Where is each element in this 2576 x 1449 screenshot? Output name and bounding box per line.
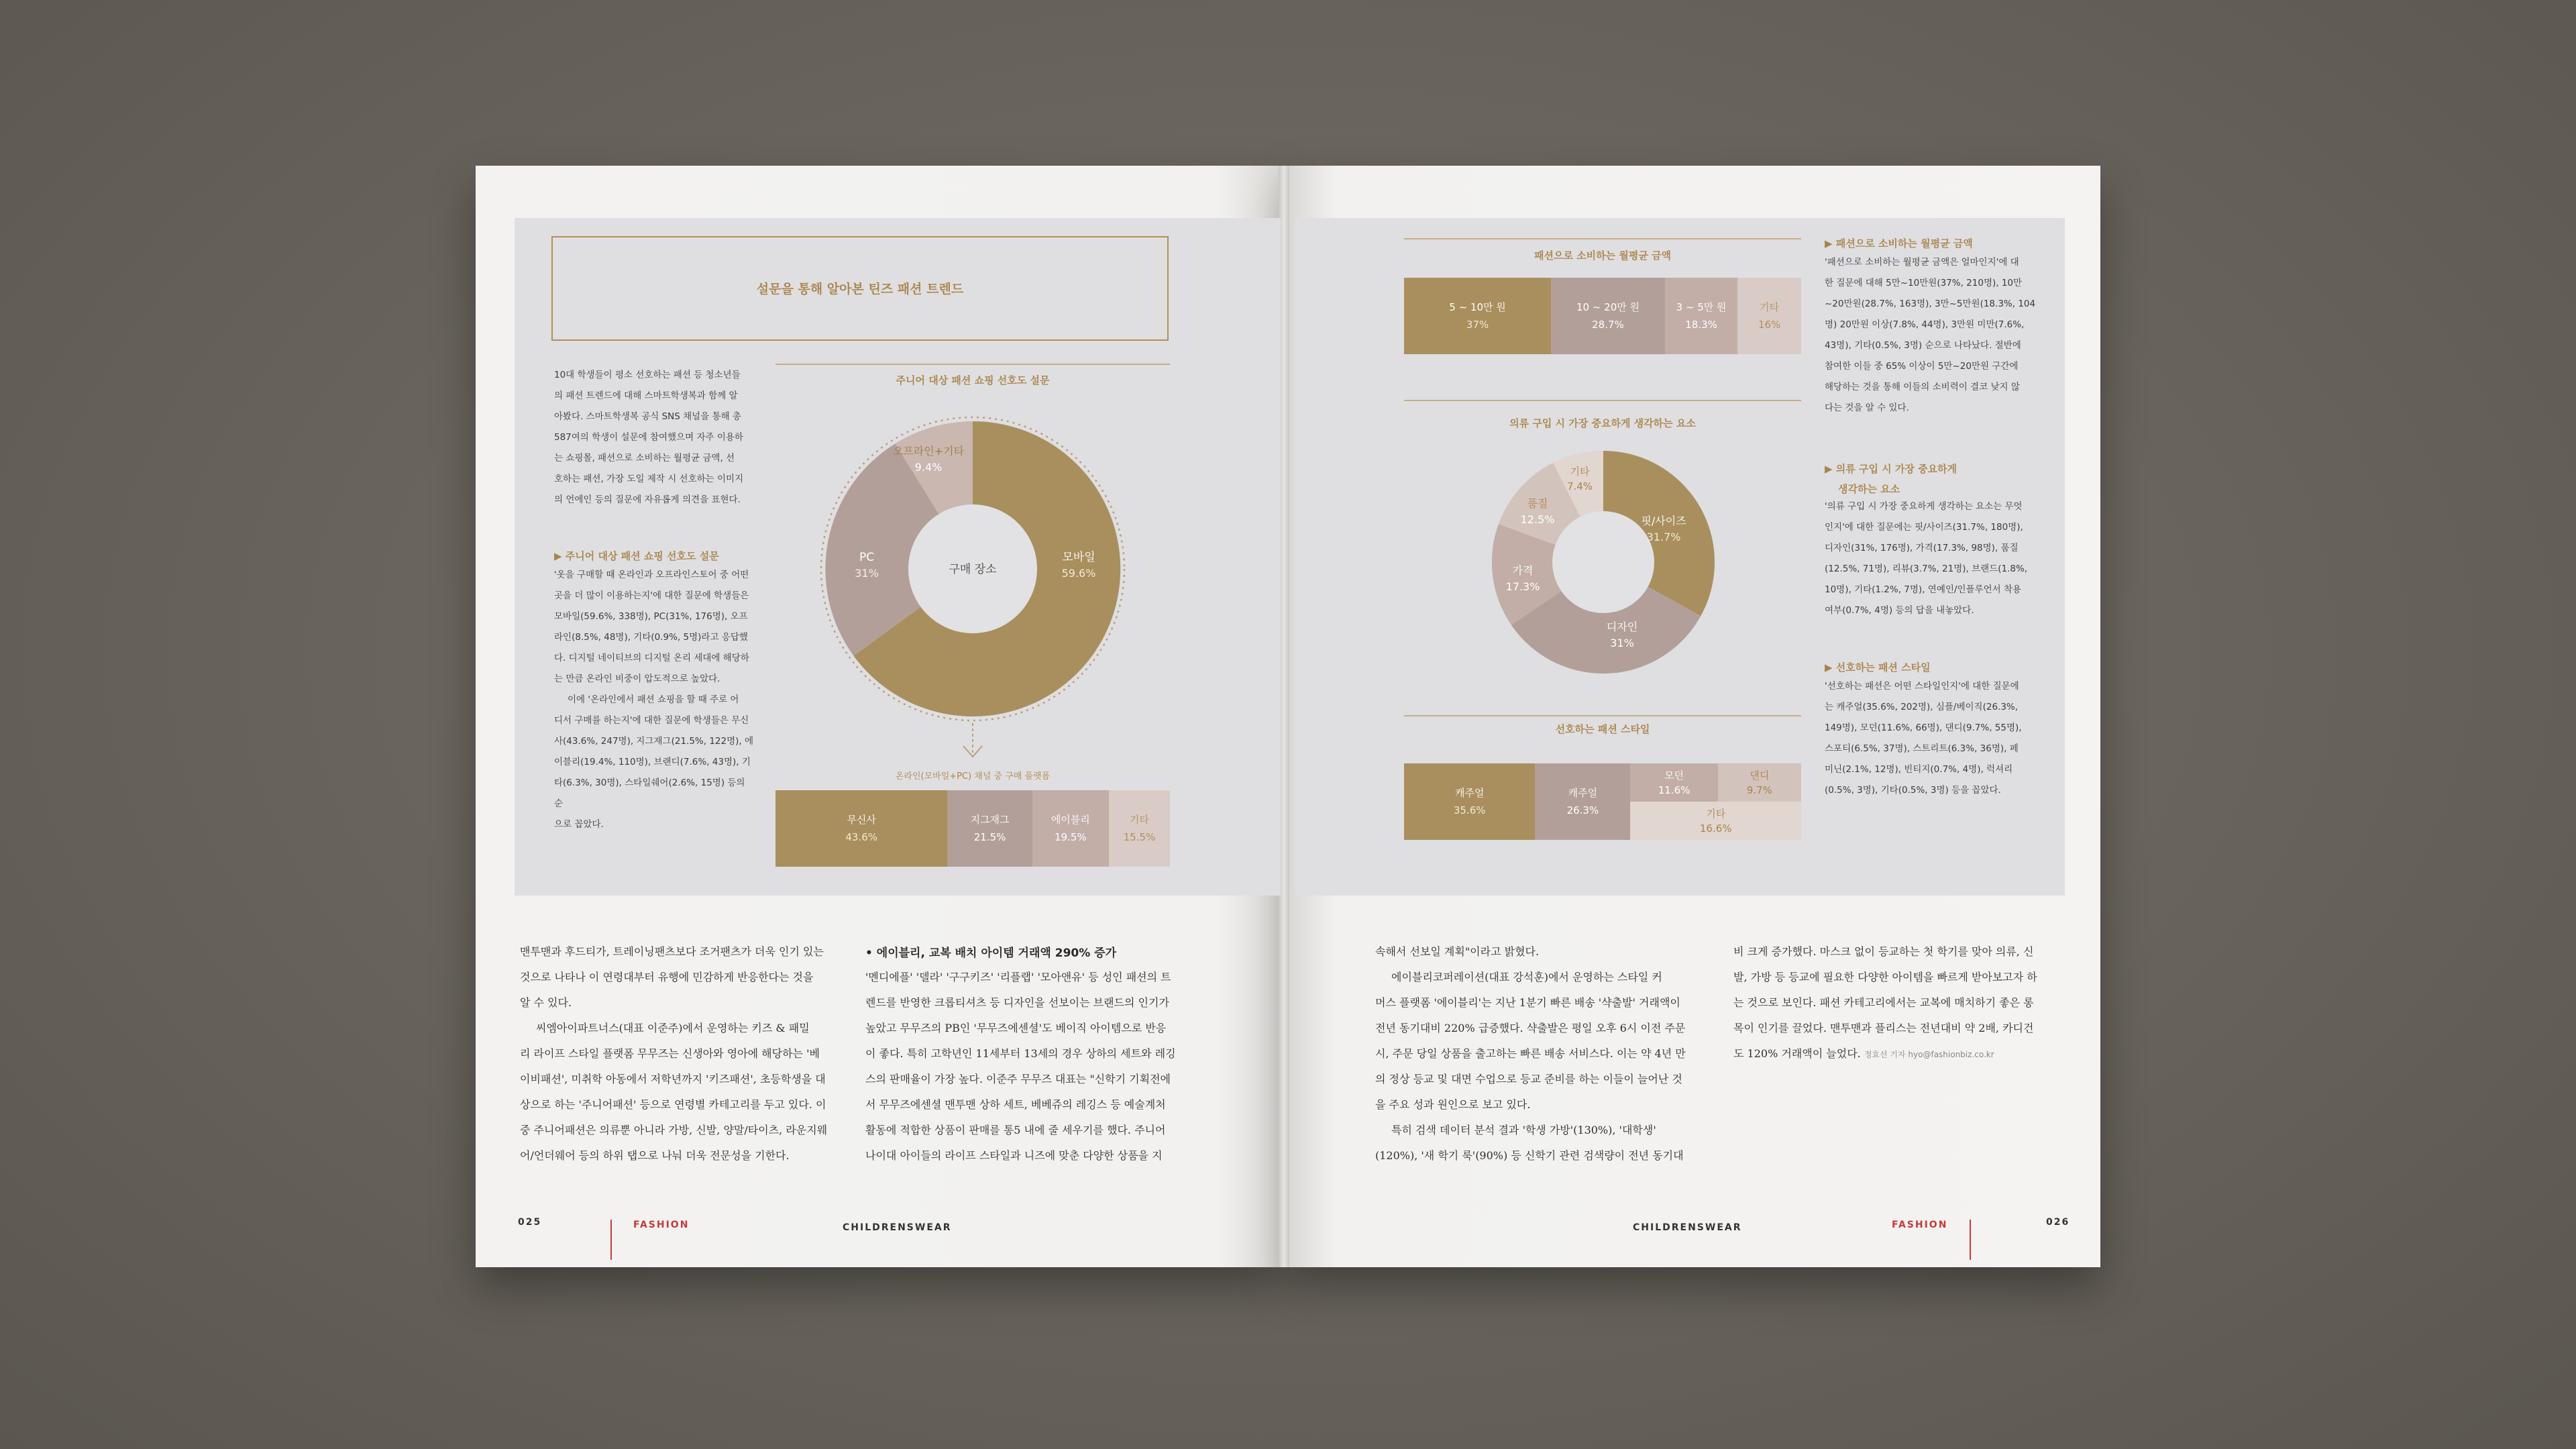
text-line: 스의 판매율이 가장 높다. 이준주 무무즈 대표는 "신학기 기획전에 — [865, 1073, 1171, 1085]
bar-value: 26.3% — [1566, 804, 1599, 816]
text-line: 어/언더웨어 등의 하위 탭으로 나눠 더욱 전문성을 기한다. — [520, 1149, 790, 1162]
chart-title: 주니어 대상 패션 쇼핑 선호도 설문 — [896, 374, 1050, 386]
chart2-title: 의류 구입 시 가장 중요하게 생각하는 요소 — [1509, 417, 1696, 429]
side1-heading: ▶ 패션으로 소비하는 월평균 금액 — [1825, 237, 1973, 250]
spend-bar — [1404, 278, 1801, 354]
bar-label: 10 ~ 20만 원 — [1576, 301, 1640, 313]
chart1-title: 패션으로 소비하는 월평균 금액 — [1534, 250, 1672, 262]
bar-value: 35.6% — [1453, 804, 1486, 816]
feature-title-box — [551, 236, 1169, 341]
left-column-1 — [520, 939, 855, 1169]
text-line: 인지'에 대한 질문에는 핏/사이즈(31.7%, 180명), — [1825, 522, 2023, 533]
heading-line: 생각하는 요소 — [1838, 483, 1900, 495]
text-line: 속해서 선보일 계획"이라고 밝혔다. — [1375, 945, 1540, 958]
intro-text — [554, 365, 755, 511]
bar-dandy — [1718, 763, 1801, 802]
left-column-2 — [865, 965, 1201, 1169]
bar-value: 16.6% — [1699, 822, 1732, 835]
text-line: 높았고 무무즈의 PB인 '무무즈에센셜'도 베이직 아이템으로 반응 — [865, 1022, 1167, 1034]
text-line: 목이 인기를 끌었다. 맨투맨과 플리스는 전년대비 약 2배, 카디건 — [1733, 1022, 2034, 1034]
text-line: 곳을 더 많이 이용하는지'에 대한 질문에 학생들은 — [554, 590, 749, 601]
footer-rule — [1970, 1220, 1971, 1260]
donut-center-label: 구매 장소 — [949, 563, 997, 576]
text-line-end: 도 120% 거래액이 늘었다. — [1733, 1047, 1861, 1060]
purchase-factor-donut — [1483, 448, 1724, 676]
bar-label: 에이블리 — [1051, 814, 1090, 826]
design-label: 디자인 — [1606, 621, 1638, 633]
text-line: 시, 주문 당일 상품을 출고하는 빠른 배송 서비스다. 이는 약 4년 만 — [1375, 1047, 1686, 1060]
bar-label: 기타 — [1760, 301, 1780, 313]
text-line: 아봤다. 스마트학생복 공식 SNS 채널을 통해 총 — [554, 411, 741, 422]
platform-bar — [775, 790, 1170, 867]
divider — [775, 364, 1170, 365]
text-line: '선호하는 패션은 어떤 스타일인지'에 대한 질문에 — [1825, 681, 2019, 692]
mobile-label: 모바일 — [1062, 551, 1095, 564]
bar-value: 19.5% — [1054, 831, 1087, 843]
feature-title: 설문을 통해 알아본 틴즈 패션 트렌드 — [756, 282, 964, 297]
text-line: 10명), 기타(1.2%, 7명), 연예인/인플루언서 착용 — [1825, 584, 2022, 595]
bar-value: 37% — [1466, 319, 1489, 331]
bar-musinsa — [775, 790, 947, 867]
text-line: 모바일(59.6%, 338명), PC(31%, 176명), 오프 — [554, 611, 748, 622]
offline-value: 9.4% — [914, 461, 943, 474]
text-line: ~20만원(28.7%, 163명), 3만~5만원(18.3%, 104 — [1825, 299, 2036, 309]
arrow-caption: 온라인(모바일+PC) 채널 중 구매 플랫폼 — [895, 771, 1051, 782]
divider — [1404, 400, 1801, 401]
text-line: 는 만큼 온라인 비중이 압도적으로 높았다. — [554, 674, 720, 684]
text-line: 타(6.3%, 30명), 스타일쉐어(2.6%, 15명) 등의 순 — [554, 777, 745, 809]
bar-label: 기타 — [1706, 807, 1726, 820]
text-line: 알 수 있다. — [520, 996, 572, 1009]
bar-label: 캐주얼 — [1568, 787, 1598, 799]
text-line: 특히 검색 데이터 분석 결과 '학생 가방'(130%), '대학생' — [1391, 1124, 1656, 1136]
page-number-left: 025 — [518, 1217, 542, 1228]
bar-value: 28.7% — [1592, 319, 1624, 331]
page-number-right: 026 — [2046, 1217, 2070, 1228]
divider — [1404, 715, 1801, 716]
text-line: 발, 가방 등 등교에 필요한 다양한 아이템을 빠르게 받아보고자 하 — [1733, 971, 2037, 983]
text-line: '옷을 구매할 때 온라인과 오프라인스토어 중 어떤 — [554, 570, 749, 580]
text-line: 는 것으로 보인다. 패션 카테고리에서는 교복에 매치하기 좋은 롱 — [1733, 996, 2034, 1009]
text-line: 는 쇼핑몰, 패션으로 소비하는 월평균 금액, 선 — [554, 453, 735, 464]
text-line: 나이대 아이들의 라이프 스타일과 니즈에 맞춘 다양한 상품을 지 — [865, 1149, 1163, 1162]
text-line: 디자인(31%, 176명), 가격(17.3%, 98명), 품질 — [1825, 543, 2019, 553]
quality-label: 품질 — [1527, 497, 1548, 510]
text-line: 여부(0.7%, 4명) 등의 답을 내놓았다. — [1825, 605, 1974, 616]
text-line: (12.5%, 71명), 리뷰(3.7%, 21명), 브랜드(1.8%, — [1825, 564, 2028, 574]
text-line: 이에 '온라인에서 패션 쇼핑을 할 때 주로 어 — [568, 694, 739, 705]
offline-label: 오프라인+기타 — [892, 445, 965, 458]
side-text — [554, 565, 755, 835]
right-column-1 — [1375, 939, 1717, 1169]
bar-ably — [1032, 790, 1109, 867]
text-line: 으로 꼽았다. — [554, 819, 604, 830]
text-line: '멘디에플' '델라' '구구키즈' '리플랩' '모아앤유' 등 성인 패션의 트 — [865, 971, 1171, 983]
bar-etc — [1109, 790, 1170, 867]
text-line: 활동에 적합한 상품이 판매를 통5 내에 줄 세우기를 했다. 주니어 — [865, 1124, 1166, 1136]
footer-rule — [610, 1220, 612, 1260]
text-line: (0.5%, 3명), 기타(0.5%, 3명) 등을 꼽았다. — [1825, 785, 2001, 796]
price-value: 17.3% — [1505, 580, 1540, 593]
text-line: 에이블리코퍼레이션(대표 강석훈)에서 운영하는 스타일 커 — [1391, 971, 1662, 983]
footer-section: FASHION — [633, 1220, 690, 1230]
bar-casual-1 — [1404, 763, 1535, 840]
purchase-channel-donut — [820, 402, 1126, 765]
side2-heading — [1825, 459, 1957, 499]
bar-value: 18.3% — [1685, 319, 1717, 331]
bar-value: 16% — [1758, 319, 1781, 331]
text-line: 149명), 모던(11.6%, 66명), 댄디(9.7%, 55명), — [1825, 722, 2022, 733]
text-line: 이비패션', 미취학 아동에서 저학년까지 '키즈패션', 초등학생을 대 — [520, 1073, 826, 1085]
text-line: 이 좋다. 특히 고학년인 11세부터 13세의 경우 상하의 세트와 레깅 — [865, 1047, 1176, 1060]
text-line: 10대 학생들이 평소 선호하는 패션 등 청소년들 — [554, 370, 741, 380]
bar-label: 모던 — [1664, 769, 1684, 782]
bar-etc — [1737, 278, 1801, 354]
text-line: 비 크게 증가했다. 마스크 없이 등교하는 첫 학기를 맞아 의류, 신 — [1733, 945, 2034, 958]
donut-hole — [1552, 511, 1654, 613]
text-line: 이블리(19.4%, 110명), 브랜디(7.6%, 43명), 기 — [554, 757, 751, 767]
divider — [1404, 238, 1801, 239]
text-line: '패션으로 소비하는 월평균 금액은 얼마인지'에 대 — [1825, 257, 2019, 268]
bar-modern — [1630, 763, 1717, 802]
fit-label: 핏/사이즈 — [1641, 515, 1686, 527]
mobile-value: 59.6% — [1061, 567, 1096, 580]
text-line: 미닌(2.1%, 12명), 빈티지(0.7%, 4명), 럭셔리 — [1825, 764, 2013, 775]
text-line: 스포티(6.5%, 37명), 스트리트(6.3%, 36명), 페 — [1825, 743, 2019, 754]
text-line: 의 정상 등교 및 대면 수업으로 등교 준비를 하는 이들이 늘어난 것 — [1375, 1073, 1682, 1085]
section-heading: • 에이블리, 교복 배치 아이템 거래액 290% 증가 — [865, 947, 1117, 960]
bar-zigzag — [947, 790, 1032, 867]
text-line: 상으로 하는 '주니어패션' 등으로 연령별 카테고리를 두고 있다. 이 — [520, 1098, 826, 1111]
text-line: 의 언에인 등의 질문에 자유롭게 의견을 표현다. — [554, 494, 741, 505]
bar-value: 21.5% — [973, 831, 1006, 843]
side2-text — [1825, 496, 2039, 621]
bar-label: 무신사 — [847, 814, 876, 826]
text-line: 의 패션 트렌드에 대해 스마트학생복과 함께 알 — [554, 390, 738, 401]
side-heading: ▶ 주니어 대상 패션 쇼핑 선호도 설문 — [554, 550, 719, 562]
text-line: 43명), 기타(0.5%, 3명) 순으로 나타났다. 절반에 — [1825, 340, 2021, 351]
bar-3-5 — [1665, 278, 1737, 354]
text-line: 는 캐주얼(35.6%, 202명), 심플/베이직(26.3%, — [1825, 702, 2019, 712]
right-column-2 — [1733, 939, 2069, 1067]
bar-value: 9.7% — [1746, 784, 1772, 796]
pc-value: 31% — [855, 567, 879, 580]
text-line: 호하는 패션, 가장 도일 제작 시 선호하는 이미지 — [554, 474, 744, 484]
bar-label: 캐주얼 — [1454, 787, 1485, 799]
quality-value: 12.5% — [1520, 513, 1555, 526]
bar-value: 43.6% — [845, 831, 877, 843]
price-label: 가격 — [1512, 564, 1534, 577]
side1-text — [1825, 252, 2039, 419]
fit-value: 31.7% — [1646, 531, 1681, 543]
footer-section: FASHION — [1892, 1220, 1948, 1230]
bar-casual-2 — [1535, 763, 1630, 840]
text-line: 서 무무즈에센셜 맨투맨 상하 세트, 베베쥬의 레깅스 등 예술계처 — [865, 1098, 1166, 1111]
etc-value: 7.4% — [1566, 480, 1593, 492]
text-line: (120%), '새 학기 룩'(90%) 등 신학기 관련 검색량이 전년 동기대 — [1375, 1149, 1684, 1162]
text-line: 씨엠아이파트너스(대표 이준주)에서 운영하는 키즈 & 패밀 — [536, 1022, 810, 1034]
text-line: 587여의 학생이 설문에 참여했으며 자주 이용하 — [554, 432, 743, 443]
bar-label: 5 ~ 10만 원 — [1449, 301, 1506, 313]
text-line: 렌드를 반영한 크롭티셔츠 등 디자인을 선보이는 브랜드의 인기가 — [865, 996, 1169, 1009]
text-line: 맨투맨과 후드티가, 트레이닝팬츠보다 조거팬츠가 더욱 인기 있는 — [520, 945, 824, 958]
style-bar — [1404, 763, 1801, 840]
side3-text — [1825, 676, 2039, 801]
etc-label: 기타 — [1570, 466, 1590, 478]
text-line: 을 주요 성과 원인으로 보고 있다. — [1375, 1098, 1531, 1111]
bar-label: 기타 — [1129, 814, 1149, 826]
footer-category: CHILDRENSWEAR — [843, 1222, 952, 1233]
text-line: 것으로 나타나 이 연령대부터 유행에 민감하게 반응한다는 것을 — [520, 971, 814, 983]
text-line: 라인(8.5%, 48명), 기타(0.9%, 5명)라고 응답했 — [554, 632, 748, 643]
side3-heading: ▶ 선호하는 패션 스타일 — [1825, 661, 1931, 674]
text-line: 디서 구매를 하는지'에 대한 질문에 학생들은 무신 — [554, 715, 749, 726]
chart3-title: 선호하는 패션 스타일 — [1555, 723, 1650, 735]
text-line: 다는 것을 알 수 있다. — [1825, 402, 1909, 413]
bar-value: 15.5% — [1123, 831, 1156, 843]
text-line: 참여한 이들 중 65% 이상이 5만~20만원 구간에 — [1825, 361, 2019, 372]
text-line: 전년 동기대비 220% 급증했다. 샥출발은 평일 오후 6시 이전 주문 — [1375, 1022, 1686, 1034]
bar-label: 3 ~ 5만 원 — [1676, 301, 1727, 313]
design-value: 31% — [1610, 637, 1634, 649]
text-line: 사(43.6%, 247명), 지그재그(21.5%, 122명), 에 — [554, 736, 754, 747]
bar-label: 댄디 — [1750, 769, 1770, 782]
text-line: 해당하는 것을 통해 이들의 소비력이 결코 낮지 않 — [1825, 382, 2020, 392]
text-line: 명) 20만원 이상(7.8%, 44명), 3만원 미만(7.6%, — [1825, 319, 2025, 330]
text-line: 중 주니어패션은 의류뿐 아니라 가방, 신발, 양말/타이츠, 라운지웨 — [520, 1124, 828, 1136]
byline: 정효선 기자 hyo@fashionbiz.co.kr — [1864, 1050, 1994, 1059]
text-line: '의류 구입 시 가장 중요하게 생각하는 요소는 무엇 — [1825, 501, 2023, 512]
bar-etc — [1630, 802, 1801, 840]
footer-category: CHILDRENSWEAR — [1633, 1222, 1742, 1233]
pc-label: PC — [859, 551, 875, 564]
text-line: 한 질문에 대해 5만~10만원(37%, 210명), 10만 — [1825, 278, 2023, 288]
bar-value: 11.6% — [1658, 784, 1690, 796]
text-line: 머스 플랫폼 '에이블리'는 지난 1분기 빠른 배송 '샥출발' 거래액이 — [1375, 996, 1680, 1009]
text-line: 다. 디지털 네이티브의 디지털 온리 세대에 해당하 — [554, 653, 749, 663]
heading-line: ▶ 의류 구입 시 가장 중요하게 — [1825, 463, 1957, 475]
bar-10-20 — [1551, 278, 1665, 354]
bar-5-10 — [1404, 278, 1551, 354]
text-line: 리 라이프 스타일 플랫폼 무무즈는 신생아와 영아에 해당하는 '베 — [520, 1047, 820, 1060]
bar-label: 지그재그 — [970, 814, 1010, 826]
text-line — [1733, 1041, 2069, 1067]
